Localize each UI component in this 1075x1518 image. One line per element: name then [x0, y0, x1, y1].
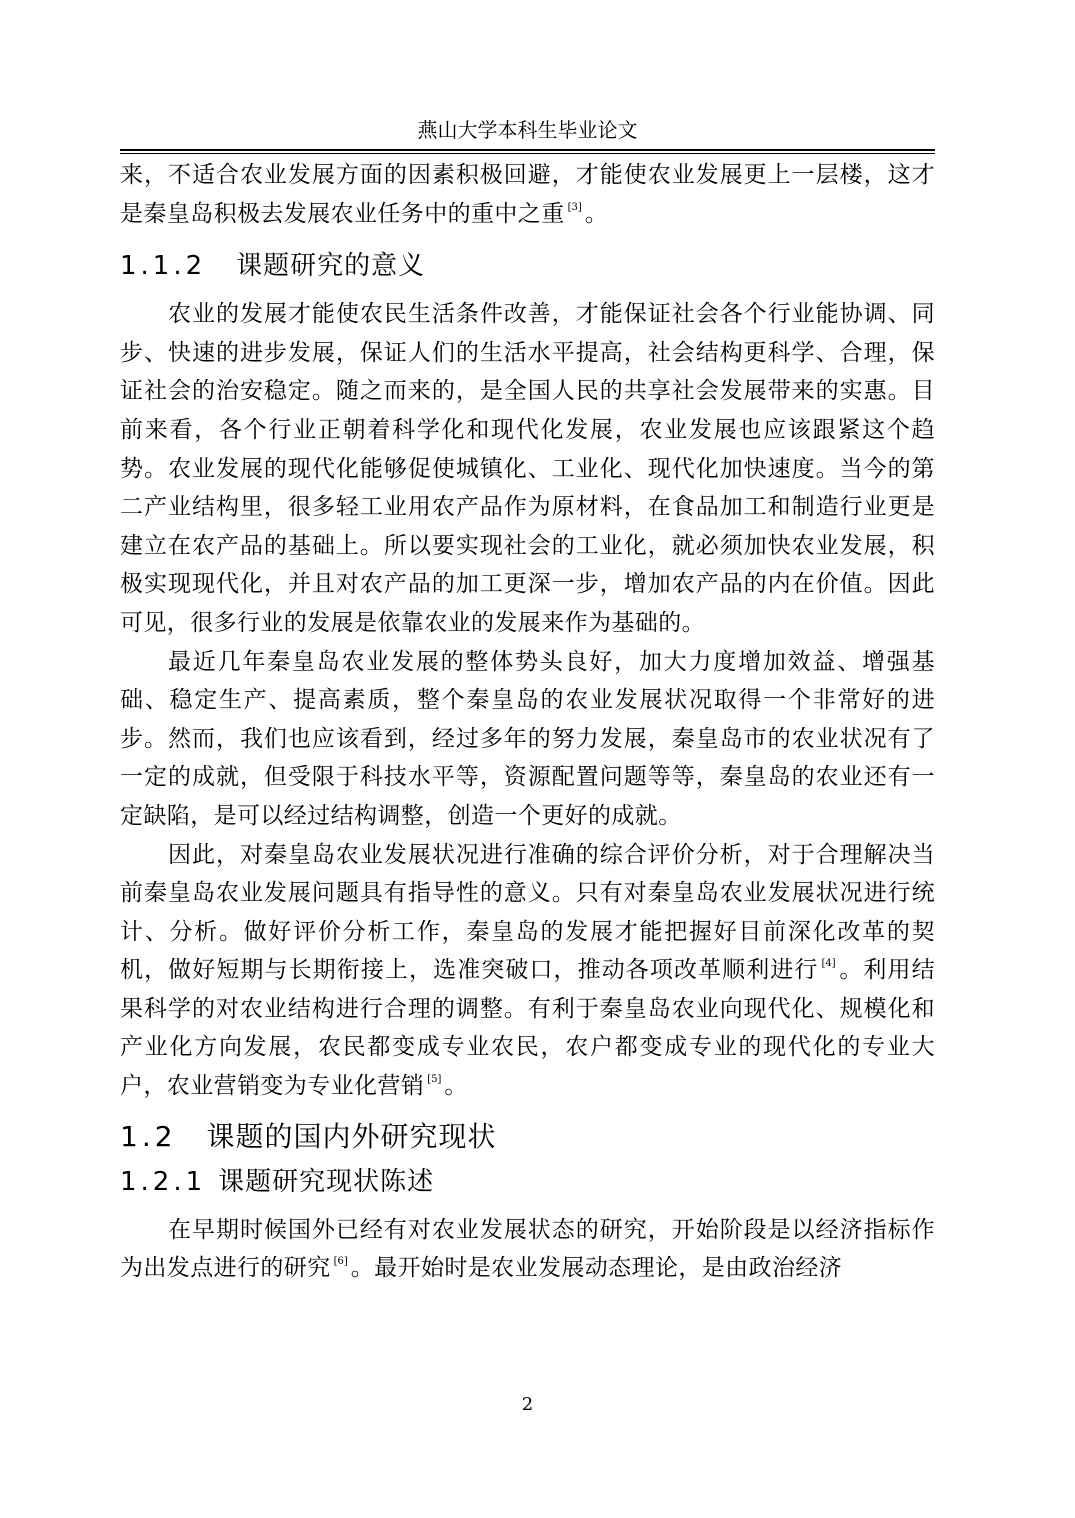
- section-number: 1.2.1: [120, 1166, 207, 1197]
- header-rule-thin: [120, 153, 935, 154]
- citation-6: [6]: [333, 1256, 348, 1268]
- section-number: 1.1.2: [120, 251, 207, 282]
- section-heading-1-1-2: [120, 250, 935, 282]
- section-title: 课题研究现状陈述: [218, 1166, 435, 1197]
- paragraph-text: 因此，对秦皇岛农业发展状况进行准确的综合评价分析，对于合理解决当前秦皇岛农业发展问题具有指导性的意义。只有对秦皇岛农业发展状况进行统计、分析。做好评价分析工作，秦皇岛的发展才能把握好目前深化改革的契机，做好短期与长期衔接上，选准突破口，推动各项改革顺利进行: [120, 841, 935, 984]
- page-body: [120, 156, 935, 1288]
- citation-3: [3]: [567, 201, 582, 213]
- citation-5: [5]: [427, 1074, 442, 1086]
- section-number: 1.2: [120, 1119, 177, 1153]
- paragraph-significance-2: 最近几年秦皇岛农业发展的整体势头良好，加大力度增加效益、增强基础、稳定生产、提高素质，整个秦皇岛的农业发展状况取得一个非常好的进步。然而，我们也应该看到，经过多年的努力发展，秦皇岛市的农业状况有了一定的成就，但受限于科技水平等，资源配置问题等等，秦皇岛的农业还有一定缺陷，是可以经过结构调整，创造一个更好的成就。: [120, 648, 935, 829]
- paragraph-tail: 。: [584, 200, 609, 227]
- section-heading-1-2: [120, 1120, 935, 1154]
- header-rule-thick: [120, 149, 935, 151]
- paragraph-text: 。最开始时是农业发展动态理论，是由政治经济: [350, 1255, 843, 1282]
- paragraph-significance-3: [120, 836, 935, 1106]
- citation-4: [4]: [821, 958, 836, 970]
- paragraph-tail: 。: [444, 1073, 468, 1100]
- section-title: 课题研究的意义: [236, 251, 426, 282]
- section-heading-1-2-1: [120, 1166, 935, 1198]
- paragraph-significance-1: 农业的发展才能使农民生活条件改善，才能保证社会各个行业能协调、同步、快速的进步发展，保证人们的生活水平提高，社会结构更科学、合理，保证社会的治安稳定。随之而来的，是全国人民的共享社会发展带来的实惠。目前来看，各个行业正朝着科学化和现代化发展，农业发展也应该跟紧这个趋势。农业发展的现代化能够促使城镇化、工业化、现代化加快速度。当今的第二产业结构里，很多轻工业用农产品作为原材料，在食品加工和制造行业更是建立在农产品的基础上。所以要实现社会的工业化，就必须加快农业发展，积极实现现代化，并且对农产品的加工更深一步，增加农产品的内在价值。因此可见，很多行业的发展是依靠农业的发展来作为基础的。: [120, 301, 935, 636]
- paragraph-text: 。利用结果科学的对农业结构进行合理的调整。有利于秦皇岛农业向现代化、规模化和产业化方向发展，农民都变成专业农民，农户都变成专业的现代化的专业大户，农业营销变为专业化营销: [120, 957, 935, 1100]
- running-header: 燕山大学本科生毕业论文: [417, 118, 638, 142]
- page-number: 2: [521, 1394, 534, 1415]
- section-title: 课题的国内外研究现状: [206, 1119, 497, 1153]
- paragraph-text: 来，不适合农业发展方面的因素积极回避，才能使农业发展更上一层楼，这才是秦皇岛积极去发展农业任务中的重中之重: [120, 162, 935, 227]
- paragraph-text: 在早期时候国外已经有对农业发展状态的研究，开始阶段是以经济指标作为出发点进行的研究: [120, 1216, 935, 1282]
- paragraph-status-1: [120, 1211, 935, 1288]
- paragraph-continuation: [120, 156, 935, 233]
